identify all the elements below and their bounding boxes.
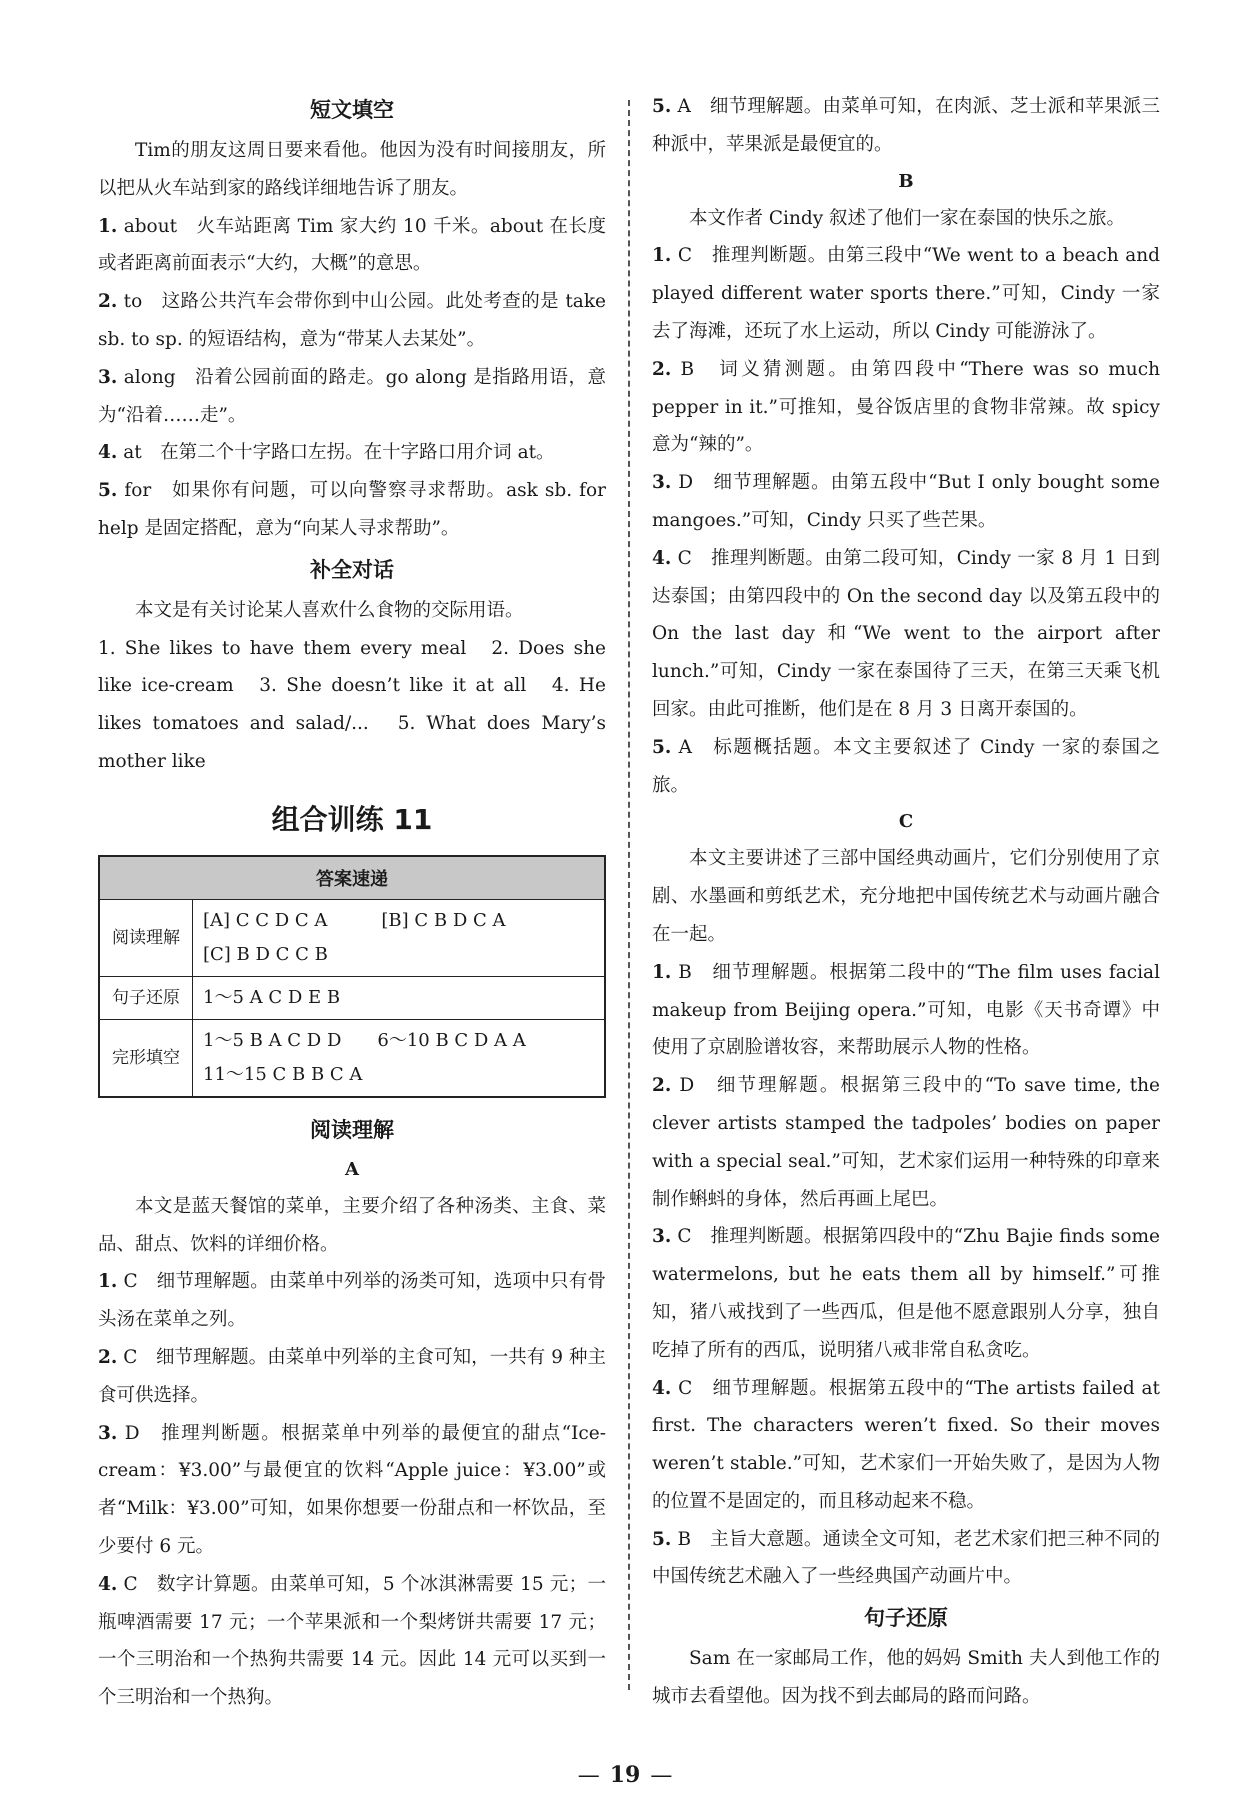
section-title-sentence-restore: 句子还原	[864, 1606, 948, 1631]
answer-item: 1. C 推理判断题。由第三段中“We went to a beach and played different water sports there.”可知，Cindy 一家去了海滩，还玩了水上运动，所以 Cindy 可能游泳了。	[652, 245, 1160, 342]
section-title-short-passage: 短文填空	[310, 98, 394, 122]
paragraph-intro: 本文是蓝天餐馆的菜单，主要介绍了各种汤类、主食、菜品、甜点、饮料的详细价格。	[98, 1195, 606, 1255]
answer-item: 3. D 推理判断题。根据菜单中列举的最便宜的甜点“Ice-cream：¥3.00”与最便宜的饮料“Apple juice：¥3.00”或者“Milk：¥3.00”可知，如果你想要一份甜点和一杯饮品，至少要付 6 元。	[98, 1422, 606, 1557]
paragraph-intro: Sam 在一家邮局工作，他的妈妈 Smith 夫人到他工作的城市去看望他。因为找不到去邮局的路而问路。	[652, 1648, 1160, 1708]
left-column	[98, 88, 606, 1717]
row-values: [A] C C D C A [B] C B D C A [C] B D C C B	[193, 899, 606, 976]
answer-item: 3. along 沿着公园前面的路走。go along 是指路用语，意为“沿着……走”。	[98, 366, 606, 426]
dialogue-answers: 1. She likes to have them every meal 2. Does she like ice-cream 3. She doesn’t like it at all 4. He likes tomatoes and salad/... 5. What does Mary’s mother like	[98, 637, 606, 772]
answer-item: 4. C 数字计算题。由菜单可知，5 个冰淇淋需要 15 元；一瓶啤酒需要 17 元；一个苹果派和一个梨烤饼共需要 17 元；一个三明治和一个热狗共需要 14 元。因此 14 元可以买到一个三明治和一个热狗。	[98, 1573, 606, 1709]
paragraph-intro: 本文主要讲述了三部中国经典动画片，它们分别使用了京剧、水墨画和剪纸艺术，充分地把中国传统艺术与动画片融合在一起。	[652, 848, 1160, 945]
row-values: 1～5 A C D E B	[193, 976, 606, 1019]
row-label: 阅读理解	[99, 899, 193, 976]
answer-table	[98, 855, 606, 1098]
passage-label-a: A	[345, 1158, 359, 1180]
answer-item: 2. B 词义猜测题。由第四段中“There was so much pepper in it.”可推知，曼谷饭店里的食物非常辣。故 spicy 意为“辣的”。	[652, 358, 1160, 456]
answer-item: 5. A 细节理解题。由菜单可知，在肉派、芝士派和苹果派三种派中，苹果派是最便宜的。	[652, 96, 1160, 155]
answer-item: 2. to 这路公共汽车会带你到中山公园。此处考查的是 take sb. to sp. 的短语结构，意为“带某人去某处”。	[98, 291, 606, 350]
paragraph-intro: Tim的朋友这周日要来看他。他因为没有时间接朋友，所以把从火车站到家的路线详细地告诉了朋友。	[98, 140, 606, 199]
answer-item: 3. C 推理判断题。根据第四段中的“Zhu Bajie finds some watermelons, but he eats them all by himself.”可推知，猪八戒找到了一些西瓜，但是他不愿意跟别人分享，独自吃掉了所有的西瓜，说明猪八戒非常自私贪吃。	[652, 1226, 1160, 1361]
section-title-dialogue: 补全对话	[310, 557, 394, 582]
answer-item: 4. C 细节理解题。根据第五段中的“The artists failed at first. The characters weren’t fixed. So their moves weren’t stable.”可知，艺术家们一开始失败了，是因为人物的位置不是固定的，而且移动起来不稳。	[652, 1377, 1160, 1512]
answer-item: 4. C 推理判断题。由第二段可知，Cindy 一家 8 月 1 日到达泰国；由第四段中的 On the second day 以及第五段中的 On the last day 和“We went to the airport after lunch.”可知，Cindy 一家在泰国待了三天，在第三天乘飞机回家。由此可推断，他们是在 8 月 3 日离开泰国的。	[652, 547, 1160, 720]
paragraph-intro: 本文作者 Cindy 叙述了他们一家在泰国的快乐之旅。	[689, 207, 1126, 229]
answer-item: 1. C 细节理解题。由菜单中列举的汤类可知，选项中只有骨头汤在菜单之列。	[98, 1271, 606, 1331]
column-divider	[628, 100, 630, 1690]
table-row	[99, 899, 605, 976]
answer-item: 3. D 细节理解题。由第五段中“But I only bought some mangoes.”可知，Cindy 只买了些芒果。	[652, 472, 1160, 531]
answer-item: 2. D 细节理解题。根据第三段中的“To save time, the clever artists stamped the tadpoles’ bodies on paper with a special seal.”可知，艺术家们运用一种特殊的印章来制作蝌蚪的身体，然后再画上尾巴。	[652, 1075, 1160, 1210]
right-column	[652, 88, 1160, 1716]
paragraph-intro: 本文是有关讨论某人喜欢什么食物的交际用语。	[135, 599, 524, 621]
row-label: 完形填空	[99, 1019, 193, 1097]
table-row	[99, 976, 605, 1019]
row-values: 1～5 B A C D D 6～10 B C D A A 11～15 C B B C A	[193, 1019, 606, 1097]
page-number: — 19 —	[577, 1762, 673, 1788]
table-row	[99, 1019, 605, 1097]
answer-item: 5. for 如果你有问题，可以向警察寻求帮助。ask sb. for help 是固定搭配，意为“向某人寻求帮助”。	[98, 480, 606, 539]
answer-item: 4. at 在第二个十字路口左拐。在十字路口用介词 at。	[98, 442, 555, 464]
answer-item: 1. B 细节理解题。根据第二段中的“The film uses facial makeup from Beijing opera.”可知，电影《天书奇谭》中使用了京剧脸谱妆容，来帮助展示人物的性格。	[652, 961, 1160, 1059]
answer-item: 1. about 火车站距离 Tim 家大约 10 千米。about 在长度或者距离前面表示“大约，大概”的意思。	[98, 215, 606, 275]
passage-label-c: C	[898, 811, 914, 833]
passage-label-b: B	[898, 170, 914, 192]
row-label: 句子还原	[99, 976, 193, 1019]
unit-title: 组合训练 11	[271, 802, 433, 836]
answer-table-header: 答案速递	[99, 856, 605, 900]
answer-item: 5. B 主旨大意题。通读全文可知，老艺术家们把三种不同的中国传统艺术融入了一些经典国产动画片中。	[652, 1528, 1160, 1588]
answer-item: 5. A 标题概括题。本文主要叙述了 Cindy 一家的泰国之旅。	[652, 736, 1160, 796]
answer-item: 2. C 细节理解题。由菜单中列举的主食可知，一共有 9 种主食可供选择。	[98, 1346, 606, 1406]
section-title-reading: 阅读理解	[310, 1117, 394, 1142]
